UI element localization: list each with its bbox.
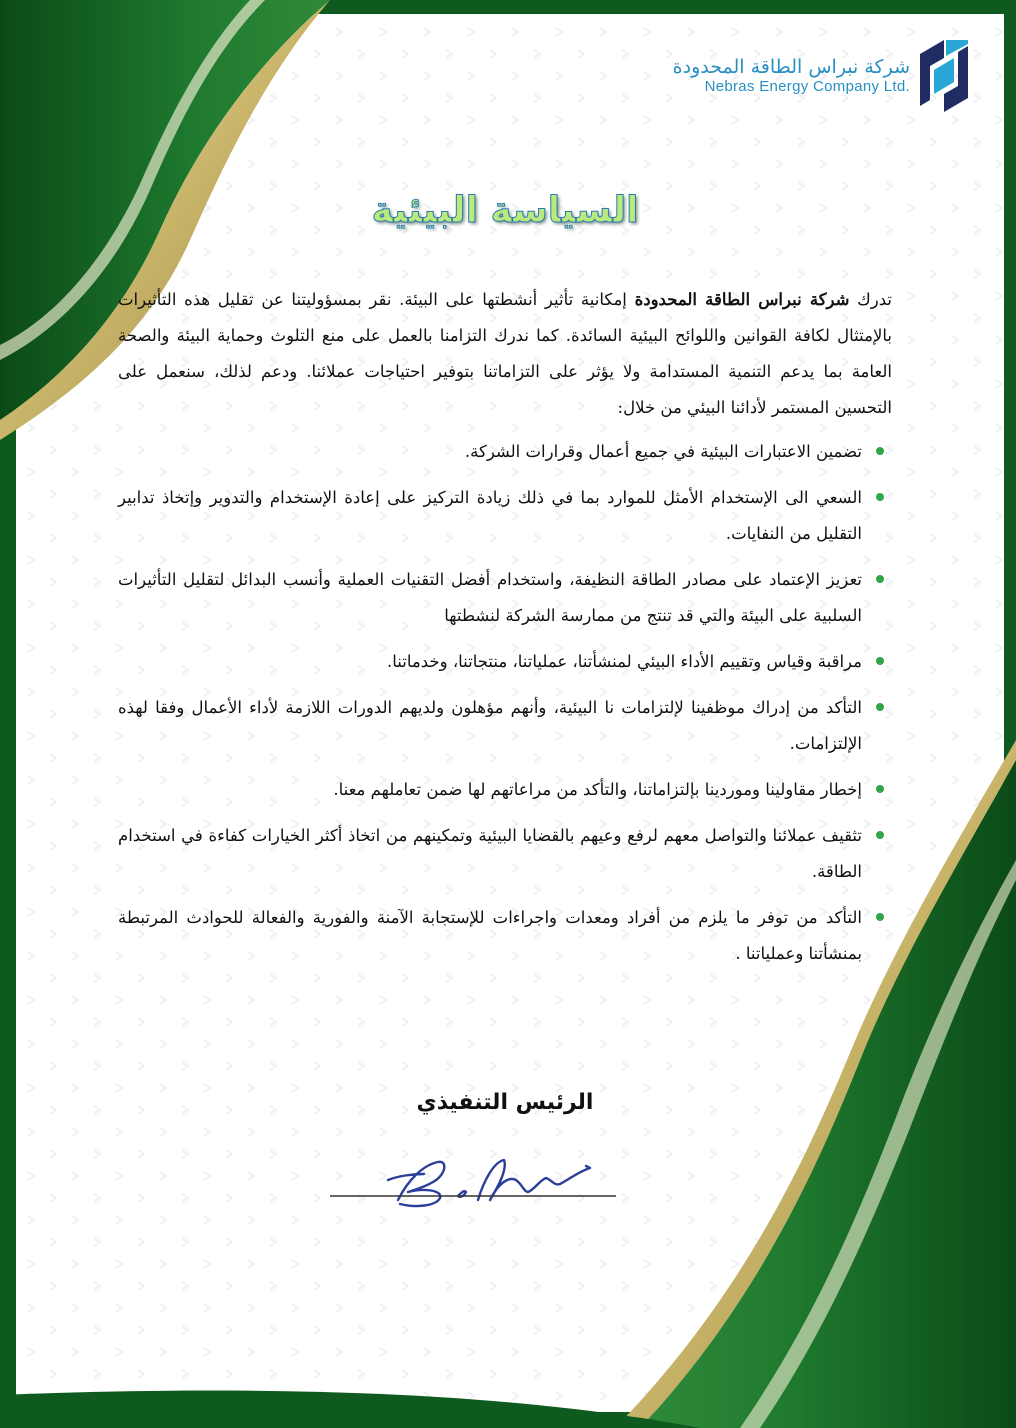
company-name-english: Nebras Energy Company Ltd. [704,78,910,95]
intro-prefix: تدرك [849,290,892,309]
company-name-arabic: شركة نبراس الطاقة المحدودة [672,56,910,78]
list-item-text: التأكد من إدراك موظفينا لإلتزامات نا البيئية، وأنهم مؤهلون ولديهم الدورات اللازمة لأداء الأعمال وفقا لهذه الإلتزامات. [118,698,862,753]
signature-image [328,1140,618,1220]
logo-text [673,56,910,96]
list-item [118,480,892,552]
intro-company-name: شركة نبراس الطاقة المحدودة [634,290,850,309]
bullet-dot-icon [876,913,884,921]
nebras-logo-icon [916,36,972,116]
list-item [118,818,892,890]
policy-list [118,434,892,972]
list-item [118,690,892,762]
bullet-dot-icon [876,657,884,665]
list-item [118,772,892,808]
document-title: السياسة البيئية [371,190,639,231]
bullet-dot-icon [876,493,884,501]
bullet-dot-icon [876,575,884,583]
company-logo [673,36,972,116]
bullet-dot-icon [876,447,884,455]
signatory-title: الرئيس التنفيذي [416,1090,594,1115]
list-item [118,644,892,680]
list-item-text: تثقيف عملائنا والتواصل معهم لرفع وعيهم بالقضايا البيئية وتمكينهم من اتخاذ أكثر الخيارات كفاءة في استخدام الطاقة. [118,826,862,881]
bullet-dot-icon [876,703,884,711]
bullet-dot-icon [876,831,884,839]
list-item [118,900,892,972]
list-item-text: إخطار مقاولينا وموردينا بإلتزاماتنا، والتأكد من مراعاتهم لها ضمن تعاملهم معنا. [333,780,862,799]
list-item-text: التأكد من توفر ما يلزم من أفراد ومعدات واجراءات للإستجابة الآمنة والفورية والفعالة للحوادث المرتبطة بمنشأتنا وعملياتنا . [118,908,862,963]
list-item-text: مراقبة وقياس وتقييم الأداء البيئي لمنشأتنا، عملياتنا، منتجاتنا، وخدماتنا. [387,652,862,671]
list-item-text: تعزيز الإعتماد على مصادر الطاقة النظيفة، واستخدام أفضل التقنيات العملية وأنسب البدائل لتقليل التأثيرات السلبية على البيئة والتي قد تنتج من ممارسة الشركة لنشطتها [118,570,862,625]
list-item-text: تضمين الاعتبارات البيئية في جميع أعمال وقرارات الشركة. [464,442,862,461]
intro-text: إمكانية تأثير أنشطتها على البيئة. نقر بمسؤوليتنا عن تقليل هذه التأثيرات بالإمتثال لكافة القوانين واللوائح البيئية السائدة. كما ندرك التزامنا بالعمل على منع التلوث وحماية البيئة والصحة العامة بما يدعم التنمية المستدامة ولا يؤثر على التزاماتنا بتوفير احتياجات عملائنا. ودعم لذلك، سنعمل على التحسين المستمر لأدائنا البيئي من خلال: [118,290,892,417]
list-item-text: السعي الى الإستخدام الأمثل للموارد بما في ذلك زيادة التركيز على إعادة الإستخدام والتدوير وإتخاذ تدابير التقليل من النفايات. [118,488,862,543]
list-item [182,434,892,470]
intro-paragraph [118,282,892,426]
document-body [118,282,892,982]
list-item [118,562,892,634]
bullet-dot-icon [876,785,884,793]
